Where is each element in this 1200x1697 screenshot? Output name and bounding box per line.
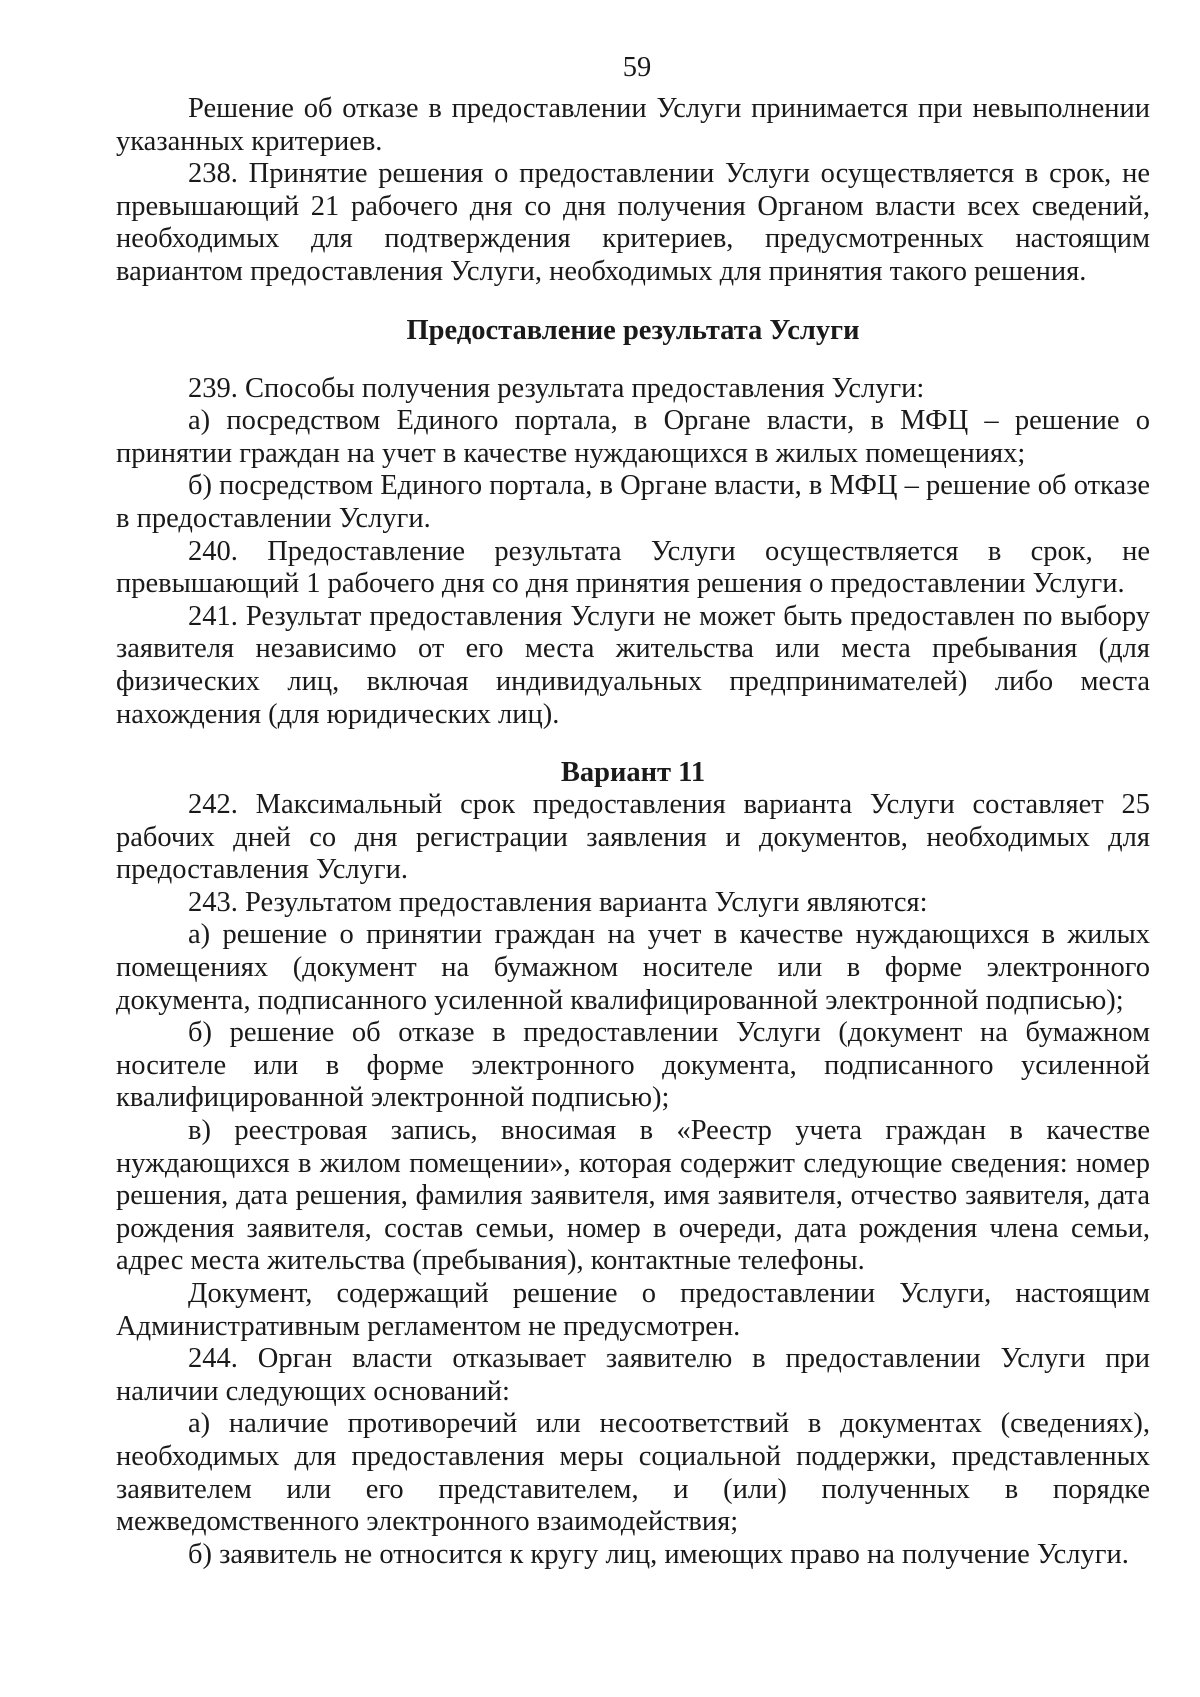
page-content [116,93,1150,1571]
paragraph-244-b: б) заявитель не относится к кругу лиц, имеющих право на получение Услуги. [188,1538,1129,1570]
paragraph-244-a: а) наличие противоречий или несоответствий в документах (сведениях), необходимых для предоставления меры социальной поддержки, представленных заявителем или его представителем, и (или) полученных в порядке межведомственного электронного взаимодействия; [116,1408,1150,1538]
paragraph-243-b: б) решение об отказе в предоставлении Услуги (документ на бумажном носителе или в форме электронного документа, подписанного усиленной квалифицированной электронной подписью); [116,1017,1150,1114]
paragraph-243-v: в) реестровая запись, вносимая в «Реестр учета граждан в качестве нуждающихся в жилом помещении», которая содержит следующие сведения: номер решения, дата решения, фамилия заявителя, имя заявителя, отчество заявителя, дата рождения заявителя, состав семьи, номер в очереди, дата рождения члена семьи, адрес места жительства (пребывания), контактные телефоны. [116,1115,1150,1277]
paragraph-239-b: б) посредством Единого портала, в Органе власти, в МФЦ – решение об отказе в предоставлении Услуги. [116,470,1150,534]
paragraph-document-note: Документ, содержащий решение о предоставлении Услуги, настоящим Административным регламентом не предусмотрен. [116,1278,1150,1342]
paragraph-242: 242. Максимальный срок предоставления варианта Услуги составляет 25 рабочих дней со дня регистрации заявления и документов, необходимых для предоставления Услуги. [116,789,1150,886]
paragraph-239-a: а) посредством Единого портала, в Органе власти, в МФЦ – решение о принятии граждан на учет в качестве нуждающихся в жилых помещениях; [116,405,1150,469]
heading-result-provision: Предоставление результата Услуги [406,314,860,346]
paragraph-239: 239. Способы получения результата предоставления Услуги: [188,372,925,404]
paragraph-241: 241. Результат предоставления Услуги не может быть предоставлен по выбору заявителя независимо от его места жительства или места пребывания (для физических лиц, включая индивидуальных предпринимателей) либо места нахождения (для юридических лиц). [116,600,1150,730]
paragraph-243: 243. Результатом предоставления варианта Услуги являются: [188,886,928,918]
paragraph-240: 240. Предоставление результата Услуги осуществляется в срок, не превышающий 1 рабочего дня со дня принятия решения о предоставлении Услуги. [116,535,1150,600]
heading-variant-11: Вариант 11 [560,757,706,789]
paragraph-244: 244. Орган власти отказывает заявителю в предоставлении Услуги при наличии следующих оснований: [116,1343,1150,1407]
paragraph-238: 238. Принятие решения о предоставлении Услуги осуществляется в срок, не превышающий 21 рабочего дня со дня получения Органом власти всех сведений, необходимых для подтверждения критериев, предусмотренных настоящим вариантом предоставления Услуги, необходимых для принятия такого решения. [116,158,1150,287]
page-number: 59 [622,52,652,83]
paragraph-243-a: а) решение о принятии граждан на учет в качестве нуждающихся в жилых помещениях (документ на бумажном носителе или в форме электронного документа, подписанного усиленной квалифицированной электронной подписью); [116,919,1150,1016]
paragraph-refusal-decision: Решение об отказе в предоставлении Услуги принимается при невыполнении указанных критериев. [116,93,1150,157]
